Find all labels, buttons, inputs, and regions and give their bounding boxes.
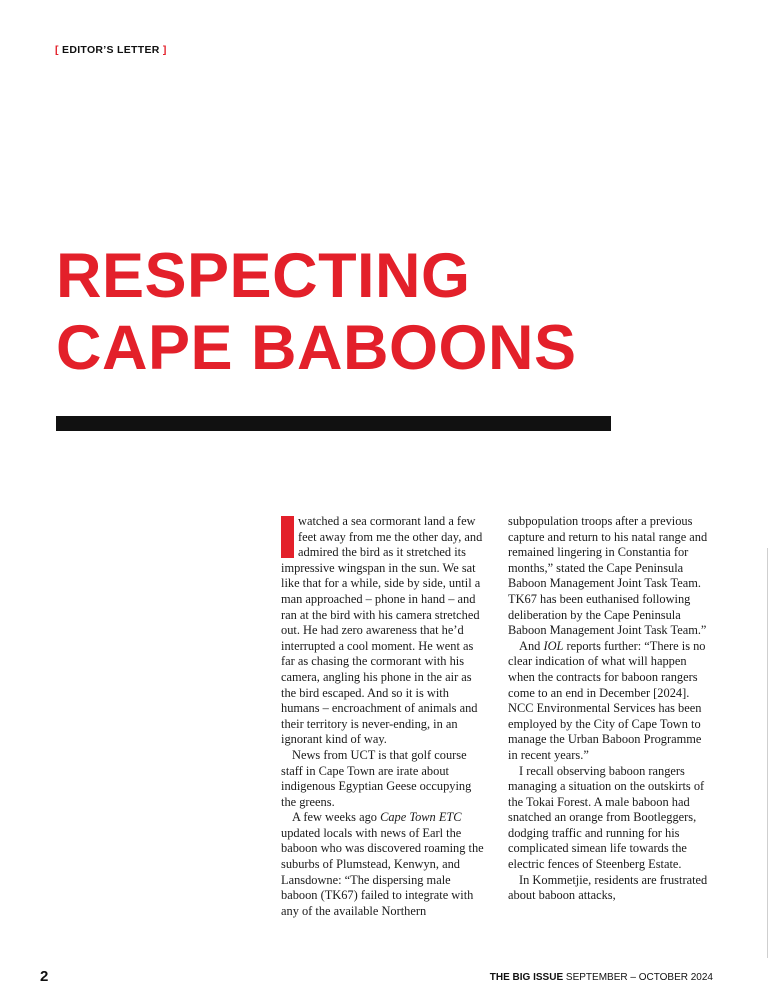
running-footer <box>490 972 713 983</box>
paragraph-text: reports further: “There is no clear indication of what will happen when the contracts for baboon rangers come to an end in December [2024]. NCC Environmental Services has been employed by the City of Cape Town to manage the Urban Baboon Programme in recent years.” <box>508 638 706 762</box>
headline-line-2: CAPE BABOONS <box>56 313 577 383</box>
issue-date: SEPTEMBER – OCTOBER 2024 <box>565 972 713 983</box>
publication-reference: Cape Town ETC <box>380 810 462 825</box>
paragraph-text: A few weeks ago <box>292 810 381 825</box>
paragraph: subpopulation troops after a previous capture and return to his natal range and remained lingering in Constantia for months,” stated the Cape Peninsula Baboon Management Joint Task Team. TK67 has been euthanised following deliberation by the Cape Peninsula Baboon Management Joint Task Team.” <box>508 514 708 638</box>
paragraph <box>281 514 486 748</box>
page-number: 2 <box>40 968 49 985</box>
paragraph: I recall observing baboon rangers managing a situation on the outskirts of the Tokai Forest. A male baboon had snatched an orange from Bootleggers, dodging traffic and running for his complicated simean life towards the electric fences of Steenberg Estate. <box>508 763 705 872</box>
headline-rule <box>56 416 611 431</box>
publication-name: THE BIG ISSUE <box>489 972 564 983</box>
section-name: EDITOR’S LETTER <box>62 44 160 56</box>
article-column-right <box>508 514 713 904</box>
paragraph-text: watched a sea cormorant land a few feet away from me the other day, and admired the bird as it stretched its impressive wingspan in the sun. We sat like that for a while, side by side, until a man approached – phone in hand – and ran at the bird with his camera stretched out. He had zero awareness that he’d interrupted a cool moment. He went as far as chasing the cormorant with his camera, angling his phone in the air as the bird escaped. And so it is with humans – encroachment of animals and their territory is never-ending, in an ignorant kind of way. <box>281 514 483 747</box>
bracket-open: [ <box>55 44 59 56</box>
article-headline <box>56 240 577 384</box>
paragraph: In Kommetjie, residents are frustrated about baboon attacks, <box>508 872 708 903</box>
article-column-left <box>281 514 486 919</box>
paragraph <box>281 810 486 919</box>
section-label <box>55 44 167 56</box>
publication-reference: IOL <box>543 638 564 653</box>
paragraph-text: And <box>519 638 544 653</box>
paragraph <box>508 639 713 764</box>
headline-line-1: RESPECTING <box>56 241 471 311</box>
bracket-close: ] <box>162 44 167 56</box>
paragraph-text: updated locals with news of Earl the baboon who was discovered roaming the suburbs of Plumstead, Kenwyn, and Lansdowne: “The dispersing male baboon (TK67) failed to integrate with any of the available Northern <box>281 825 484 918</box>
paragraph: News from UCT is that golf course staff in Cape Town are irate about indigenous Egyptian Geese occupying the greens. <box>281 747 472 809</box>
drop-cap <box>281 516 294 558</box>
